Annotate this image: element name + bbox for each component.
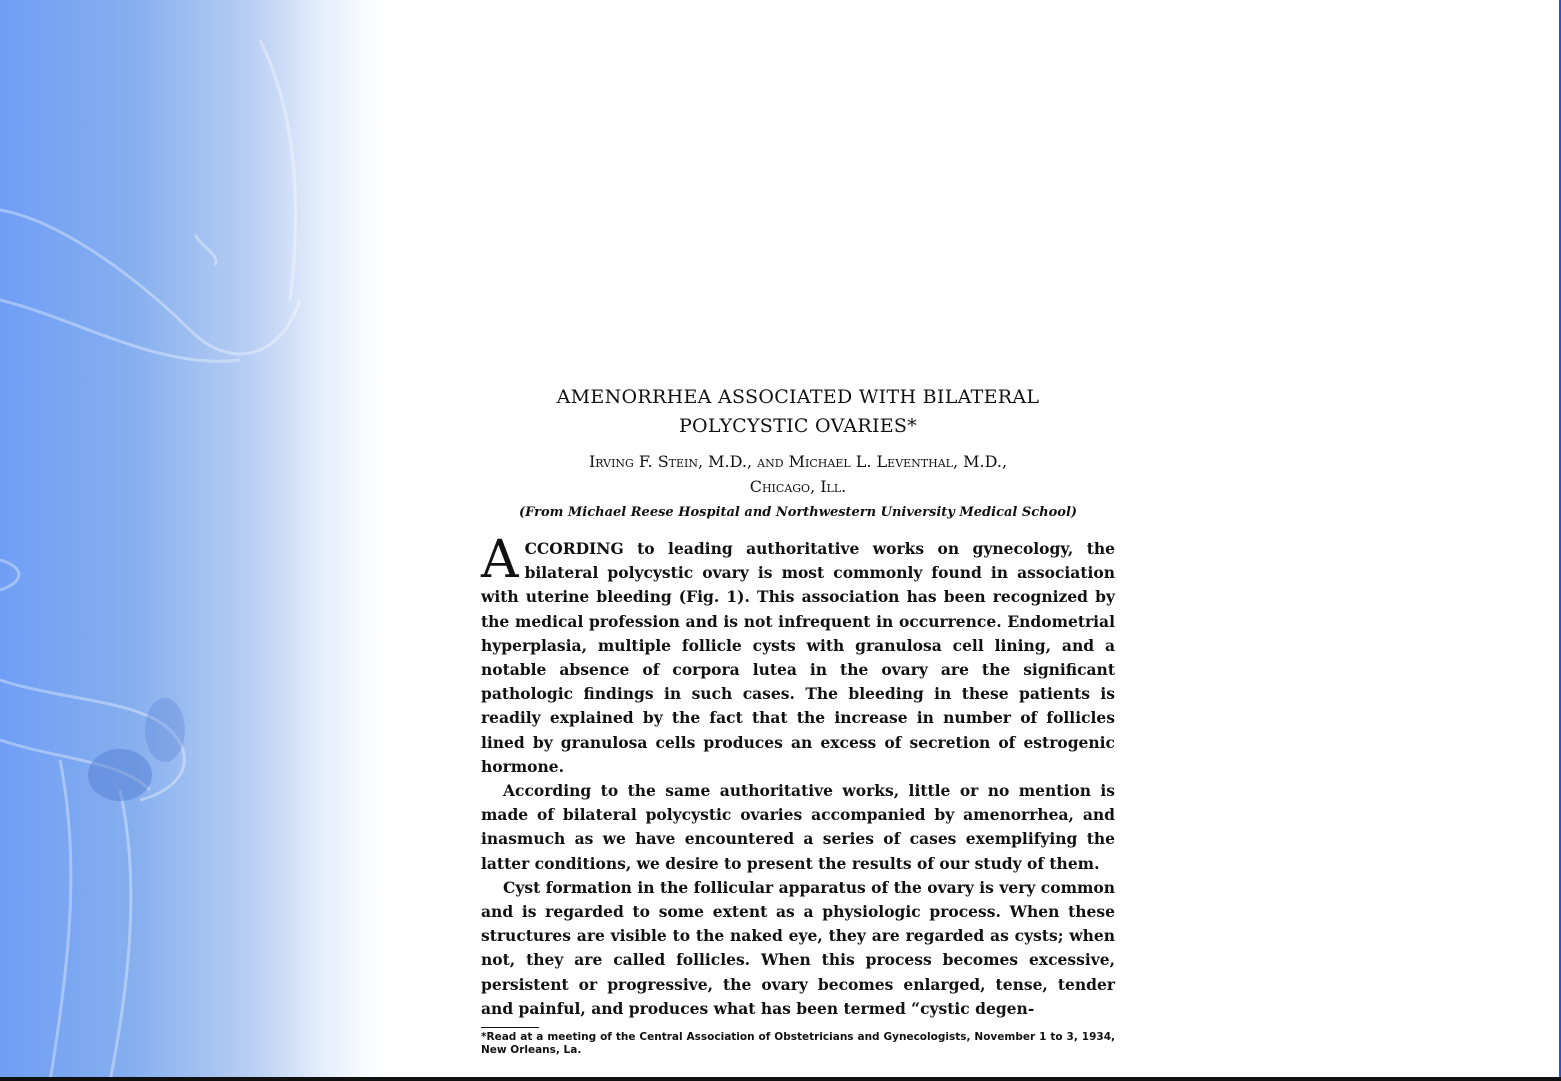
ovary-shape <box>88 749 152 801</box>
paragraph-1 <box>481 530 1115 779</box>
article-title <box>481 383 1115 441</box>
bottom-edge-line <box>0 1077 1561 1081</box>
footnote: *Read at a meeting of the Central Association of Obstetricians and Gynecologists, November 1 to 3, 1934, New Orleans, La. <box>481 1031 1115 1057</box>
paragraph-1-text: CCORDING to leading authoritative works on gynecology, the bilateral polycystic ovary is most commonly found in association with uterine bleeding (Fig. 1). This association has been recognized by the medical profession and is not infrequent in occurrence. Endometrial hyperplasia, multiple follicle cysts with granulosa cell lining, and a notable absence of corpora lutea in the ovary are the significant pathologic findings in such cases. The bleeding in these patients is readily explained by the fact that the increase in number of follicles lined by granulosa cells produces an excess of secretion of estrogenic hormone. <box>481 539 1115 776</box>
article-page <box>481 383 1115 1057</box>
drop-cap: A <box>481 530 519 590</box>
authors-line-2: Chicago, Ill. <box>749 477 847 496</box>
paragraph-3: Cyst formation in the follicular apparatus of the ovary is very common and is regarded to some extent as a physiologic process. When these structures are visible to the naked eye, they are regarded as cysts; when not, they are called follicles. When this process becomes excessive, persistent or progressive, the ovary becomes enlarged, tense, tender and painful, and produces what has been termed “cystic degen- <box>481 877 1115 1018</box>
authors <box>481 449 1115 499</box>
article-body <box>481 530 1115 1021</box>
footnote-rule <box>481 1027 539 1028</box>
anatomical-illustration <box>0 0 380 1081</box>
tube-shape <box>145 698 185 762</box>
title-line-2: POLYCYSTIC OVARIES* <box>678 415 918 437</box>
affiliation: (From Michael Reese Hospital and Northwestern University Medical School) <box>518 505 1078 520</box>
authors-line-1: Irving F. Stein, M.D., and Michael L. Leventhal, M.D., <box>588 452 1008 471</box>
paragraph-2: According to the same authoritative works, little or no mention is made of bilateral polycystic ovaries accompanied by amenorrhea, and inasmuch as we have encountered a series of cases exemplifying the latter conditions, we desire to present the results of our study of them. <box>481 781 1115 873</box>
title-line-1: AMENORRHEA ASSOCIATED WITH BILATERAL <box>556 386 1040 408</box>
